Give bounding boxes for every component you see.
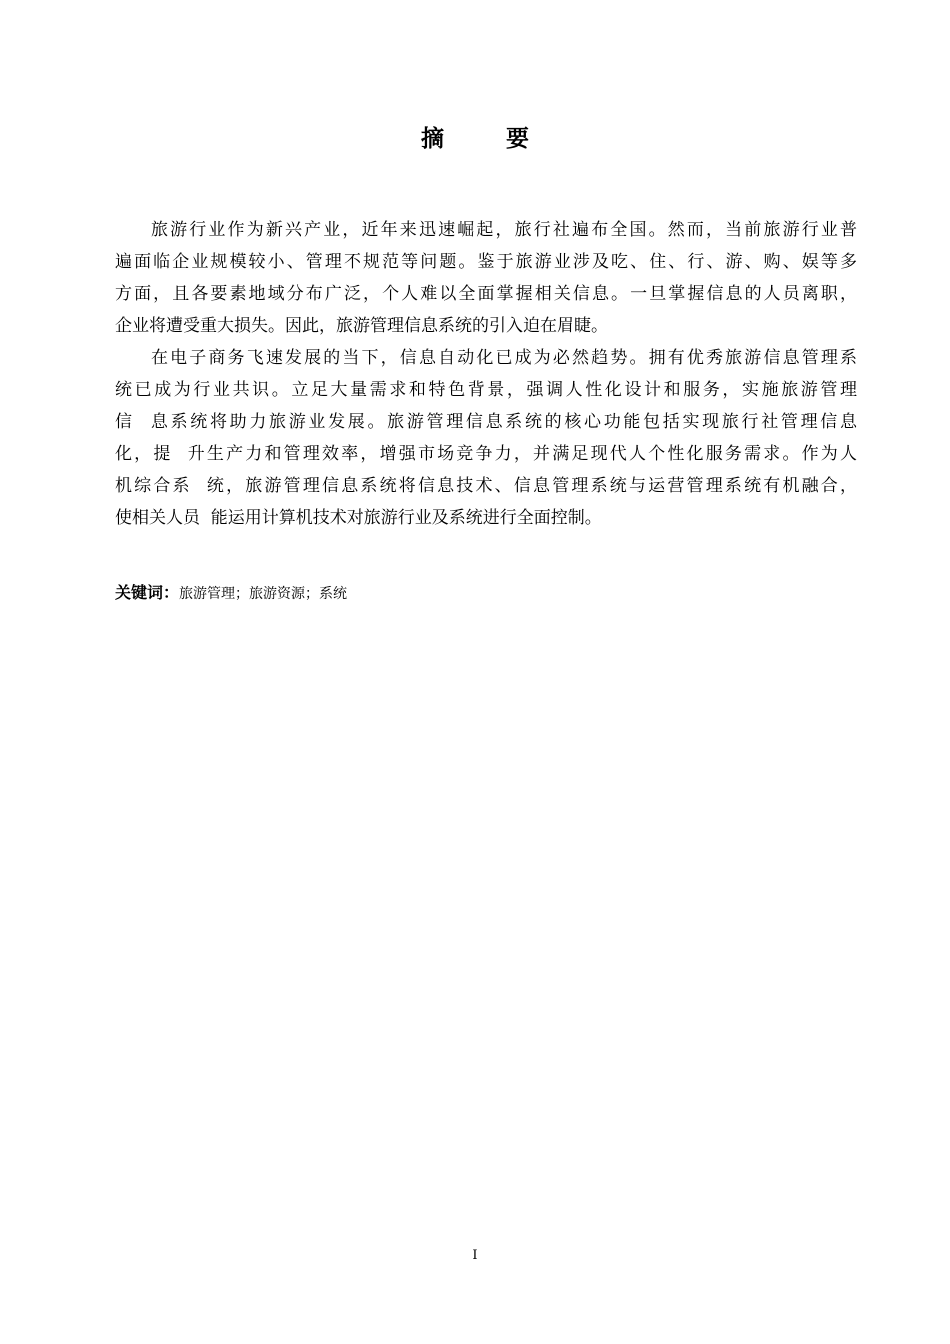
text-line: 企业将遭受重大损失。因此，旅游管理信息系统的引入迫在眉睫。 [115, 316, 608, 336]
text-line: 化，提 升生产力和管理效率，增强市场竞争力，并满足现代人个性化服务需求。作为人 [115, 444, 857, 464]
text-line: 旅游行业作为新兴产业，近年来迅速崛起，旅行社遍布全国。然而，当前旅游行业普 [151, 220, 857, 240]
text-line: 方面，且各要素地域分布广泛，个人难以全面掌握相关信息。一旦掌握信息的人员离职， [115, 284, 857, 304]
text-line: 统已成为行业共识。立足大量需求和特色背景，强调人性化设计和服务，实施旅游管理 [115, 380, 857, 400]
text-line: 遍面临企业规模较小、管理不规范等问题。鉴于旅游业涉及吃、住、行、游、购、娱等多 [115, 252, 857, 272]
text-line: 在电子商务飞速发展的当下，信息自动化已成为必然趋势。拥有优秀旅游信息管理系 [151, 348, 857, 368]
abstract-paragraph-2 [115, 342, 857, 534]
page-number: I [472, 1248, 478, 1263]
keywords-label: 关键词： [115, 583, 180, 602]
abstract-title: 摘 要 [420, 126, 556, 152]
text-line: 机综合系 统，旅游管理信息系统将信息技术、信息管理系统与运营管理系统有机融合， [115, 476, 857, 496]
text-line: 信 息系统将助力旅游业发展。旅游管理信息系统的核心功能包括实现旅行社管理信息 [115, 412, 857, 432]
keywords-values: 旅游管理；旅游资源；系统 [179, 586, 348, 602]
keywords-line [115, 580, 347, 607]
abstract-body [115, 214, 857, 534]
text-line: 使相关人员 能运用计算机技术对旅游行业及系统进行全面控制。 [115, 508, 602, 528]
abstract-paragraph-1 [115, 214, 857, 342]
